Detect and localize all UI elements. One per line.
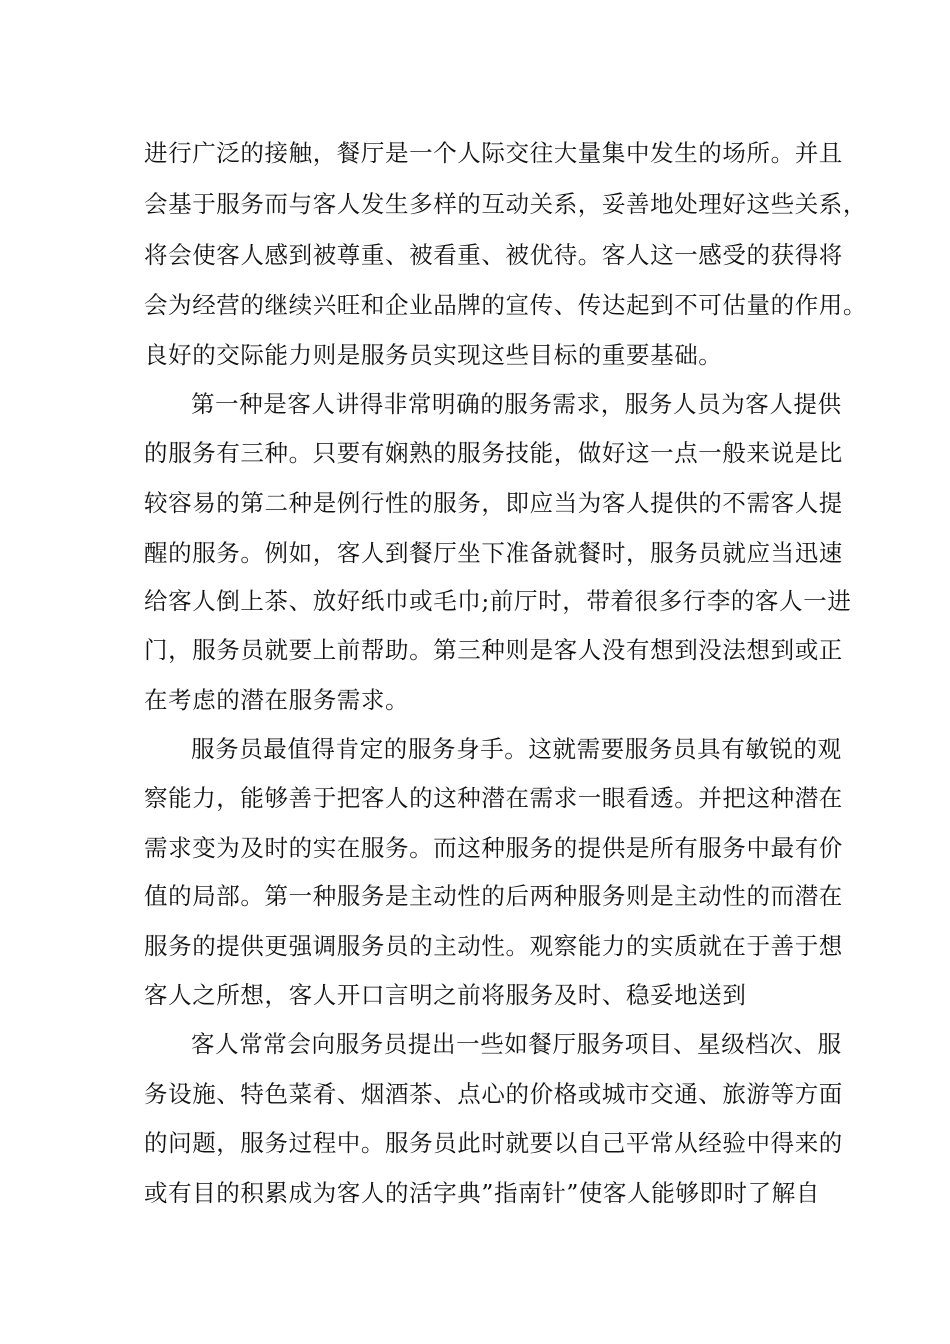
text-line: 会为经营的继续兴旺和企业品牌的宣传、传达起到不可估量的作用。	[144, 291, 867, 319]
text-line: 服务的提供更强调服务员的主动性。观察能力的实质就在于善于想	[144, 932, 843, 960]
text-line: 良好的交际能力则是服务员实现这些目标的重要基础。	[144, 341, 723, 369]
text-line: 需求变为及时的实在服务。而这种服务的提供是所有服务中最有价	[144, 834, 843, 862]
paragraph-first-line: 第一种是客人讲得非常明确的服务需求，服务人员为客人提供	[191, 390, 842, 418]
paragraph-first-line: 客人常常会向服务员提出一些如餐厅服务项目、星级档次、服	[191, 1030, 842, 1058]
text-line: 会基于服务而与客人发生多样的互动关系，妥善地处理好这些关系，	[144, 190, 867, 218]
text-line: 客人之所想，客人开口言明之前将服务及时、稳妥地送到	[144, 981, 747, 1009]
text-line: 值的局部。第一种服务是主动性的后两种服务则是主动性的而潜在	[144, 882, 843, 910]
text-line: 务设施、特色菜肴、烟酒茶、点心的价格或城市交通、旅游等方面	[144, 1080, 843, 1108]
text-line: 进行广泛的接触，餐厅是一个人际交往大量集中发生的场所。并且	[144, 139, 843, 167]
text-line: 或有目的积累成为客人的活字典”指南针”使客人能够即时了解自	[144, 1179, 820, 1207]
text-line: 察能力，能够善于把客人的这种潜在需求一眼看透。并把这种潜在	[144, 784, 843, 812]
text-line: 的服务有三种。只要有娴熟的服务技能，做好这一点一般来说是比	[144, 439, 843, 467]
text-line: 将会使客人感到被尊重、被看重、被优待。客人这一感受的获得将	[144, 241, 843, 269]
text-line: 给客人倒上茶、放好纸巾或毛巾;前厅时，带着很多行李的客人一进	[144, 587, 852, 615]
paragraph-first-line: 服务员最值得肯定的服务身手。这就需要服务员具有敏锐的观	[191, 735, 842, 763]
text-line: 的问题，服务过程中。服务员此时就要以自己平常从经验中得来的	[144, 1129, 843, 1157]
text-line: 较容易的第二种是例行性的服务，即应当为客人提供的不需客人提	[144, 489, 843, 517]
text-line: 在考虑的潜在服务需求。	[144, 686, 410, 714]
text-line: 醒的服务。例如，客人到餐厅坐下准备就餐时，服务员就应当迅速	[144, 539, 843, 567]
text-line: 门，服务员就要上前帮助。第三种则是客人没有想到没法想到或正	[144, 636, 843, 664]
